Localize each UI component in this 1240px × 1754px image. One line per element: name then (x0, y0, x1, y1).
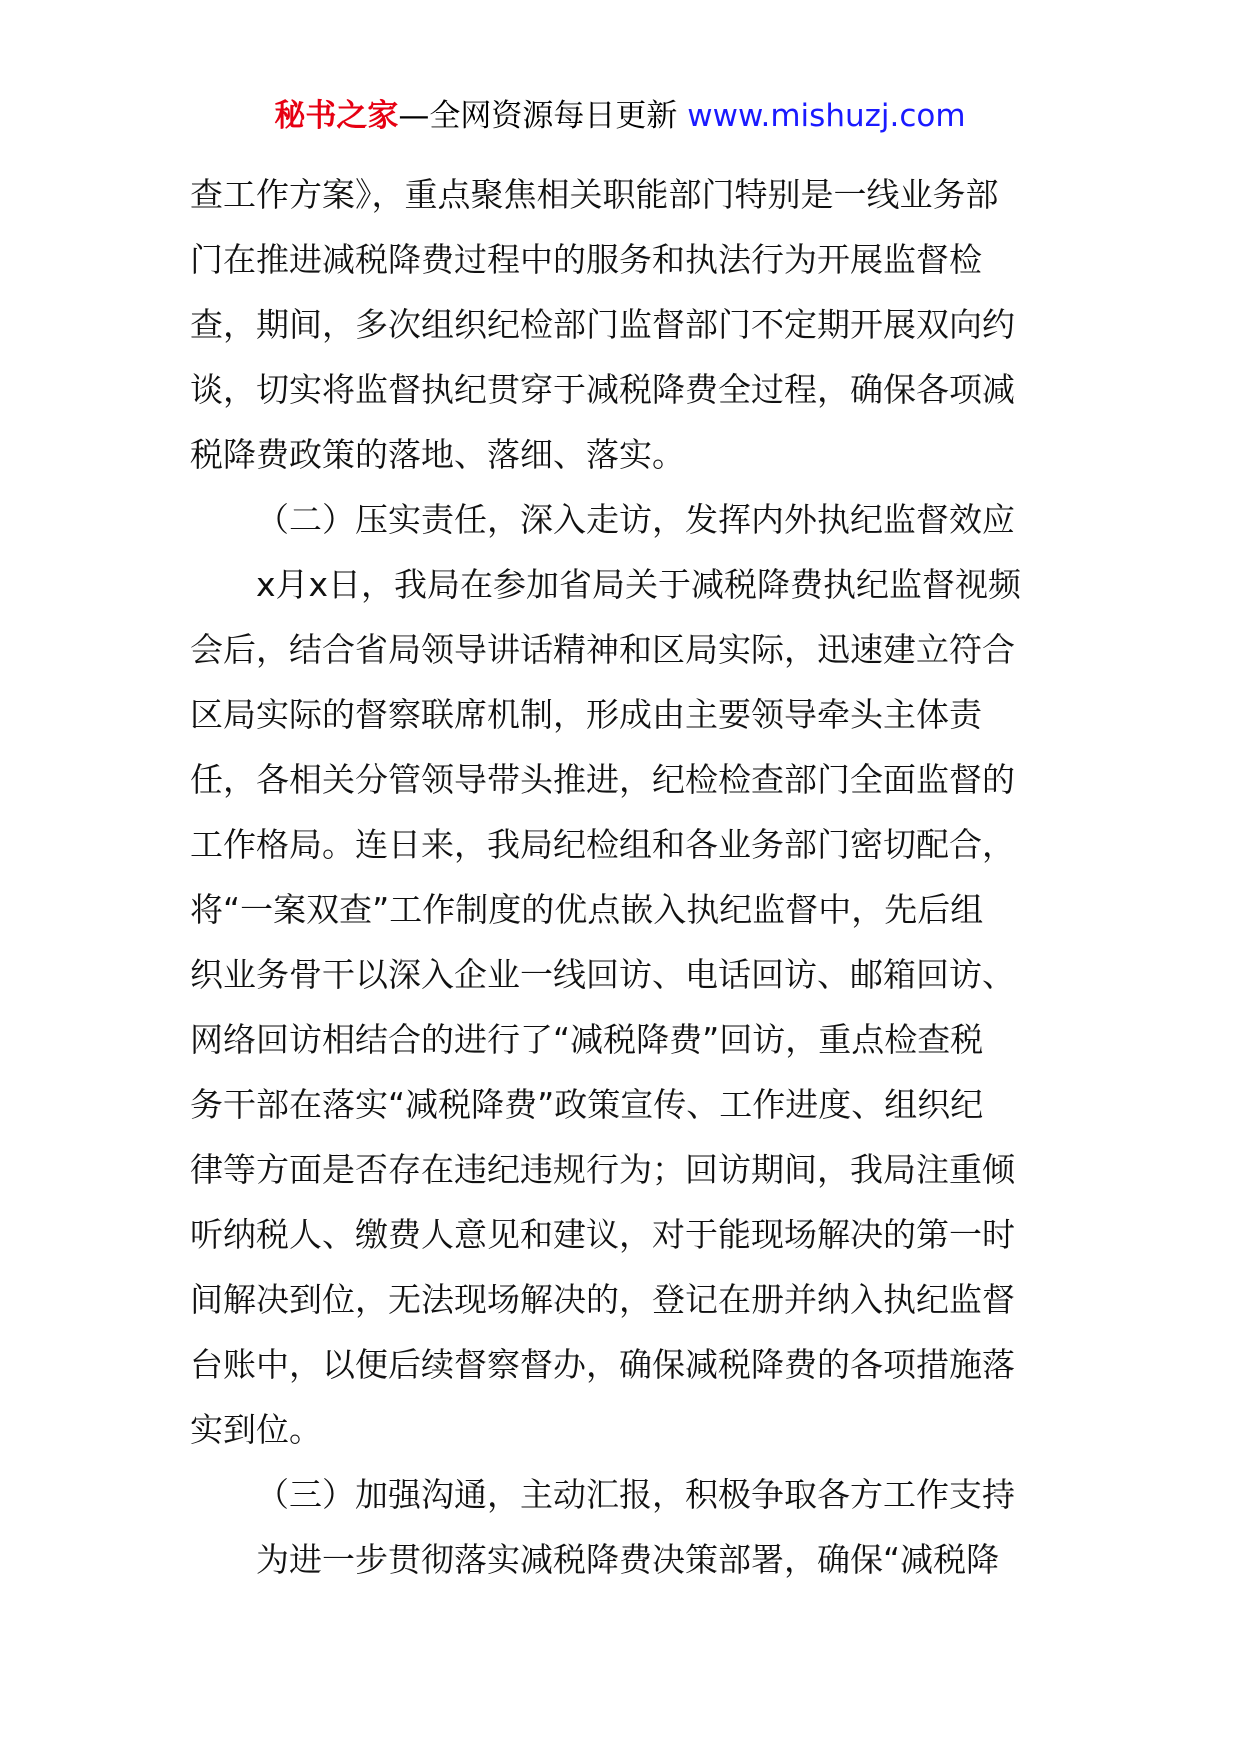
text-line: x月x日，我局在参加省局关于减税降费执纪监督视频 (256, 565, 1022, 604)
text-line: 间解决到位，无法现场解决的，登记在册并纳入执纪监督 (190, 1280, 1015, 1319)
text-line: 将“一案双查”工作制度的优点嵌入执纪监督中，先后组 (190, 890, 984, 929)
document-body (190, 162, 1060, 1592)
text-line: 门在推进减税降费过程中的服务和执法行为开展监督检 (190, 240, 982, 279)
section-heading: （三）加强沟通，主动汇报，积极争取各方工作支持 (256, 1475, 1015, 1514)
text-line: 听纳税人、缴费人意见和建议，对于能现场解决的第一时 (190, 1215, 1015, 1254)
text-line: 查，期间，多次组织纪检部门监督部门不定期开展双向约 (190, 305, 1015, 344)
text-line: 税降费政策的落地、落细、落实。 (190, 435, 685, 474)
text-line: 律等方面是否存在违纪违规行为；回访期间，我局注重倾 (190, 1150, 1015, 1189)
text-line: 工作格局。连日来，我局纪检组和各业务部门密切配合， (190, 825, 1015, 864)
text-line: 区局实际的督察联席机制，形成由主要领导牵头主体责 (190, 695, 982, 734)
text-line: 网络回访相结合的进行了“减税降费”回访，重点检查税 (190, 1020, 984, 1059)
text-line: 查工作方案》，重点聚焦相关职能部门特别是一线业务部 (190, 175, 999, 214)
section-heading: （二）压实责任，深入走访，发挥内外执纪监督效应 (256, 500, 1015, 539)
text-line: 谈，切实将监督执纪贯穿于减税降费全过程，确保各项减 (190, 370, 1015, 409)
text-line: 织业务骨干以深入企业一线回访、电话回访、邮箱回访、 (190, 955, 1015, 994)
text-line: 实到位。 (190, 1410, 322, 1449)
text-line: 台账中，以便后续督察督办，确保减税降费的各项措施落 (190, 1345, 1015, 1384)
text-line: 任，各相关分管领导带头推进，纪检检查部门全面监督的 (190, 760, 1015, 799)
header-slogan: —全网资源每日更新 (398, 98, 678, 134)
header-brand: 秘书之家 (274, 98, 399, 134)
text-line: 会后，结合省局领导讲话精神和区局实际，迅速建立符合 (190, 630, 1015, 669)
text-line: 为进一步贯彻落实减税降费决策部署，确保“减税降 (256, 1540, 1000, 1579)
text-line: 务干部在落实“减税降费”政策宣传、工作进度、组织纪 (190, 1085, 984, 1124)
page-header (0, 96, 1240, 136)
header-url-link[interactable]: www.mishuzj.com (687, 98, 966, 134)
